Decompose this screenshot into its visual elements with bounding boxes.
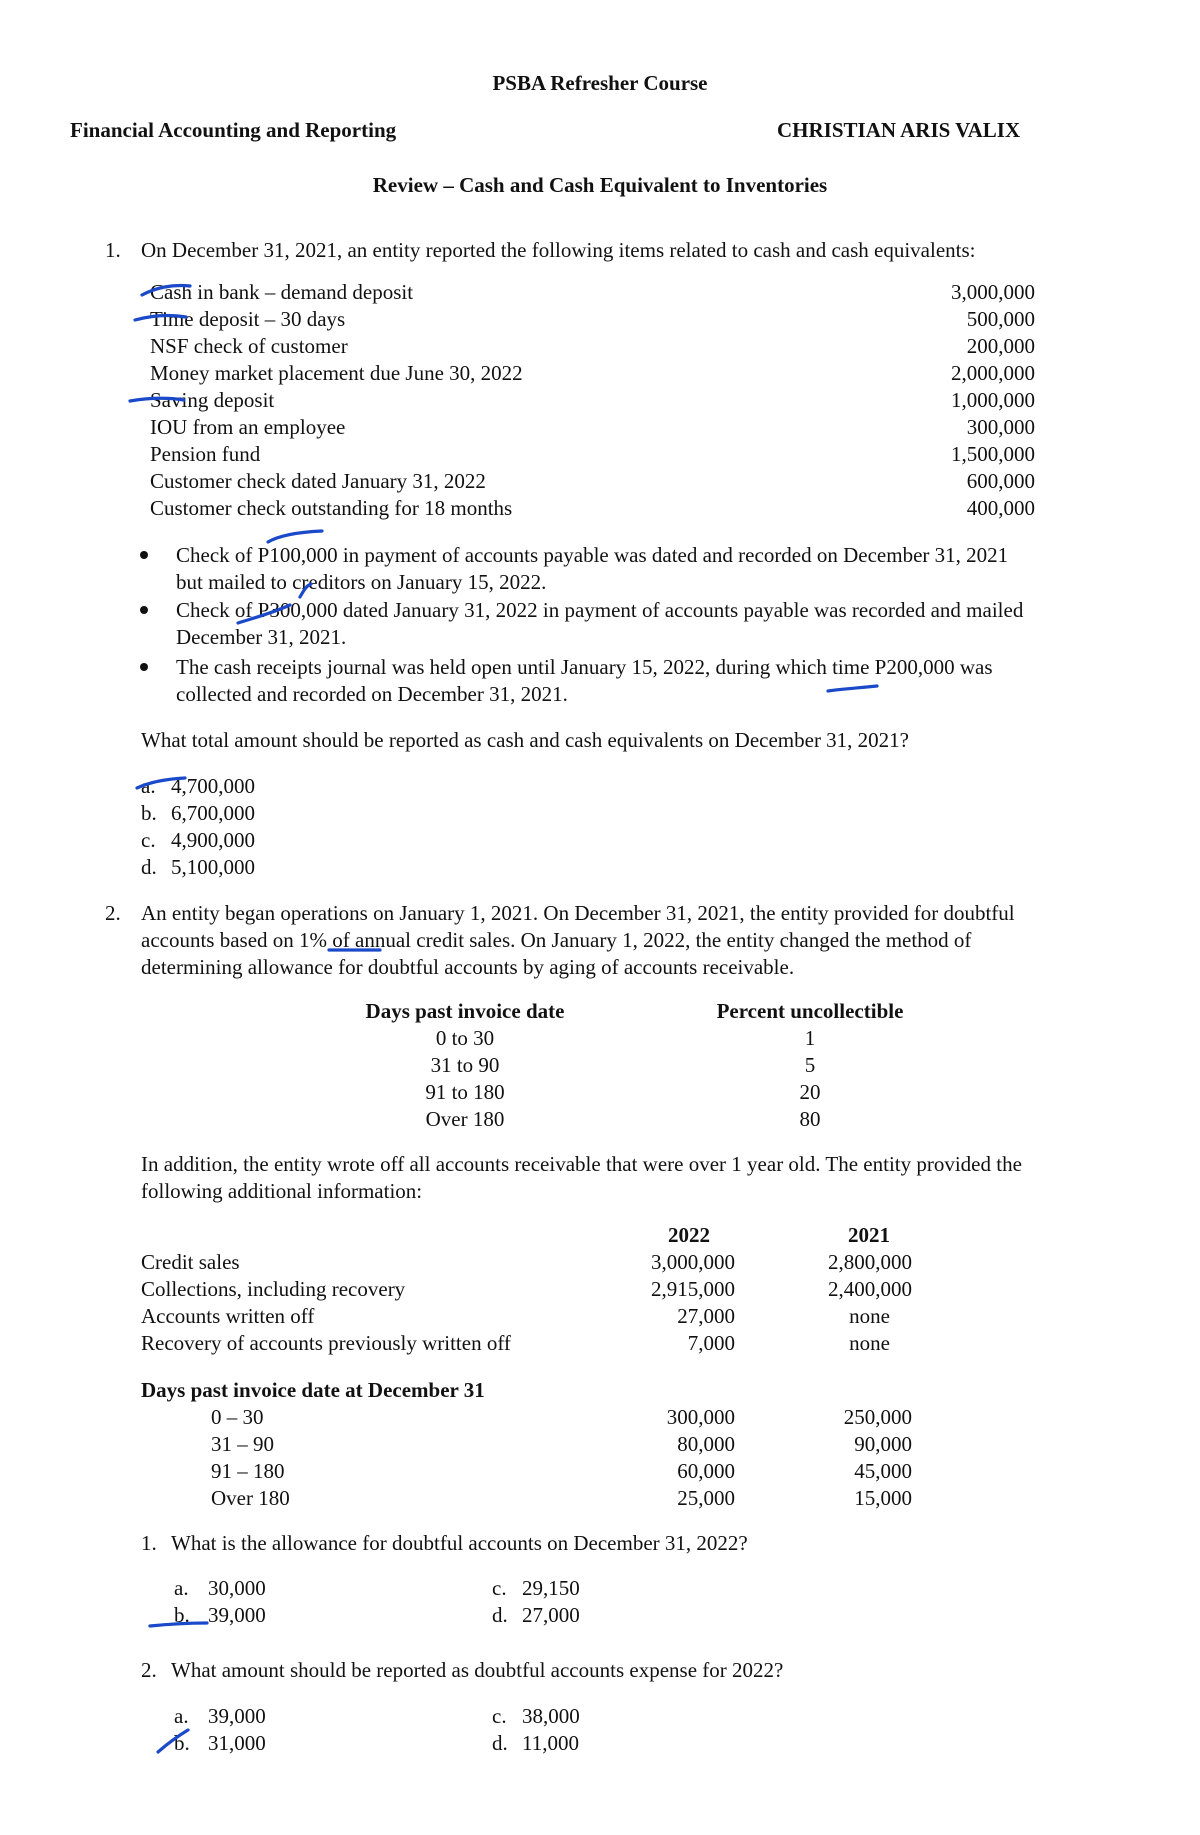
bullet-line: but mailed to creditors on January 15, 2022. xyxy=(176,570,547,594)
choice-value: 31,000 xyxy=(208,1731,266,1755)
choice-value: 39,000 xyxy=(208,1704,266,1728)
info-value-2022: 2,915,000 xyxy=(651,1277,735,1301)
days-value-2022: 80,000 xyxy=(677,1432,735,1456)
days-value-2021: 45,000 xyxy=(854,1459,912,1483)
info-label: Credit sales xyxy=(141,1250,240,1274)
q2-addition-line: In addition, the entity wrote off all accounts receivable that were over 1 year old. The entity provided the xyxy=(141,1152,1022,1176)
q2-intro-line: determining allowance for doubtful accounts by aging of accounts receivable. xyxy=(141,955,795,979)
year-header-2022: 2022 xyxy=(668,1223,710,1247)
choice-letter: a. xyxy=(141,774,156,798)
choice-letter: a. xyxy=(174,1576,189,1600)
q1-item-label: Time deposit – 30 days xyxy=(150,307,346,331)
choice-value: 29,150 xyxy=(522,1576,580,1600)
sub2-question: What amount should be reported as doubtful accounts expense for 2022? xyxy=(171,1658,784,1682)
choice-letter: d. xyxy=(492,1603,508,1627)
info-label: Recovery of accounts previously written off xyxy=(141,1331,511,1355)
q1-item-amount: 500,000 xyxy=(966,307,1035,331)
q1-item-amount: 300,000 xyxy=(966,415,1035,439)
choice-letter: b. xyxy=(141,801,157,825)
aging-header-days: Days past invoice date xyxy=(365,999,565,1023)
aging-days: 91 to 180 xyxy=(425,1080,505,1104)
info-label: Accounts written off xyxy=(141,1304,315,1328)
q1-item-amount: 3,000,000 xyxy=(951,280,1035,304)
days-value-2022: 300,000 xyxy=(666,1405,735,1429)
q1-item-label: Cash in bank – demand deposit xyxy=(150,280,414,304)
aging-percent: 80 xyxy=(799,1107,821,1131)
q1-item-amount: 1,500,000 xyxy=(951,442,1035,466)
q1-item-label: Money market placement due June 30, 2022 xyxy=(150,361,523,385)
q1-item-amount: 1,000,000 xyxy=(951,388,1035,412)
choice-letter: c. xyxy=(492,1704,507,1728)
info-label: Collections, including recovery xyxy=(141,1277,406,1301)
bullet-line: December 31, 2021. xyxy=(176,625,347,649)
info-value-2021: 2,400,000 xyxy=(828,1277,912,1301)
bullet-line: collected and recorded on December 31, 2021. xyxy=(176,682,568,706)
choice-value: 38,000 xyxy=(522,1704,580,1728)
q1-item-label: IOU from an employee xyxy=(150,415,346,439)
q1-item-amount: 600,000 xyxy=(966,469,1035,493)
choice-letter: c. xyxy=(141,828,156,852)
info-value-2022: 3,000,000 xyxy=(651,1250,735,1274)
days-value-2021: 90,000 xyxy=(854,1432,912,1456)
choice-value: 27,000 xyxy=(522,1603,580,1627)
year-header-2021: 2021 xyxy=(848,1223,890,1247)
bullet-line: Check of P300,000 dated January 31, 2022 in payment of accounts payable was recorded and mailed xyxy=(176,598,1024,622)
sub1-number: 1. xyxy=(141,1531,157,1555)
course-title: PSBA Refresher Course xyxy=(492,71,708,95)
aging-days: Over 180 xyxy=(425,1107,505,1131)
info-value-2021: none xyxy=(849,1331,890,1355)
days-label: 31 – 90 xyxy=(211,1432,274,1456)
q1-item-amount: 200,000 xyxy=(966,334,1035,358)
choice-value: 4,900,000 xyxy=(171,828,255,852)
pen-mark-during xyxy=(828,686,877,691)
q1-item-label: Customer check dated January 31, 2022 xyxy=(150,469,486,493)
aging-percent: 5 xyxy=(804,1053,816,1077)
q2-addition-line: following additional information: xyxy=(141,1179,423,1203)
q2-intro-line: An entity began operations on January 1, 2021. On December 31, 2021, the entity provided for doubtful xyxy=(141,901,1015,925)
bullet-icon xyxy=(140,663,148,671)
choice-value: 30,000 xyxy=(208,1576,266,1600)
aging-header-percent: Percent uncollectible xyxy=(716,999,904,1023)
days-value-2022: 25,000 xyxy=(677,1486,735,1510)
choice-letter: b. xyxy=(174,1603,190,1627)
choice-value: 11,000 xyxy=(522,1731,579,1755)
choice-value: 5,100,000 xyxy=(171,855,255,879)
q1-number: 1. xyxy=(105,238,121,262)
q2-number: 2. xyxy=(105,901,121,925)
choice-value: 4,700,000 xyxy=(171,774,255,798)
choice-letter: c. xyxy=(492,1576,507,1600)
aging-days: 31 to 90 xyxy=(430,1053,500,1077)
choice-value: 6,700,000 xyxy=(171,801,255,825)
q1-question: What total amount should be reported as cash and cash equivalents on December 31, 2021? xyxy=(141,728,910,752)
days-label: Over 180 xyxy=(211,1486,290,1510)
review-title: Review – Cash and Cash Equivalent to Inventories xyxy=(372,173,828,197)
sub2-number: 2. xyxy=(141,1658,157,1682)
pen-mark-p100 xyxy=(268,531,322,542)
bullet-icon xyxy=(140,551,148,559)
days-label: 0 – 30 xyxy=(211,1405,264,1429)
days-value-2022: 60,000 xyxy=(677,1459,735,1483)
q1-item-label: NSF check of customer xyxy=(150,334,348,358)
q1-item-label: Pension fund xyxy=(150,442,261,466)
choice-letter: a. xyxy=(174,1704,189,1728)
choice-letter: b. xyxy=(174,1731,190,1755)
days-label: 91 – 180 xyxy=(211,1459,285,1483)
q1-item-label: Customer check outstanding for 18 months xyxy=(150,496,513,520)
bullet-line: The cash receipts journal was held open until January 15, 2022, during which time P200,000 was xyxy=(176,655,993,679)
q1-intro: On December 31, 2021, an entity reported the following items related to cash and cash equivalents: xyxy=(141,238,976,262)
choice-value: 39,000 xyxy=(208,1603,266,1627)
aging-percent: 1 xyxy=(804,1026,816,1050)
aging-percent: 20 xyxy=(799,1080,821,1104)
subject-title: Financial Accounting and Reporting xyxy=(70,118,397,142)
bullet-line: Check of P100,000 in payment of accounts payable was dated and recorded on December 31, 2021 xyxy=(176,543,1009,567)
sub1-question: What is the allowance for doubtful accounts on December 31, 2022? xyxy=(171,1531,748,1555)
days-heading: Days past invoice date at December 31 xyxy=(141,1378,485,1402)
days-value-2021: 15,000 xyxy=(854,1486,912,1510)
info-value-2022: 27,000 xyxy=(677,1304,735,1328)
info-value-2021: none xyxy=(849,1304,890,1328)
q1-item-amount: 2,000,000 xyxy=(951,361,1035,385)
q1-item-label: Saving deposit xyxy=(150,388,275,412)
bullet-icon xyxy=(140,606,148,614)
days-value-2021: 250,000 xyxy=(843,1405,912,1429)
q2-intro-line: accounts based on 1% of annual credit sales. On January 1, 2022, the entity changed the method of xyxy=(141,928,972,952)
instructor-name: CHRISTIAN ARIS VALIX xyxy=(777,118,1021,142)
aging-days: 0 to 30 xyxy=(435,1026,495,1050)
info-value-2021: 2,800,000 xyxy=(828,1250,912,1274)
choice-letter: d. xyxy=(492,1731,508,1755)
info-value-2022: 7,000 xyxy=(687,1331,735,1355)
choice-letter: d. xyxy=(141,855,157,879)
q1-item-amount: 400,000 xyxy=(966,496,1035,520)
